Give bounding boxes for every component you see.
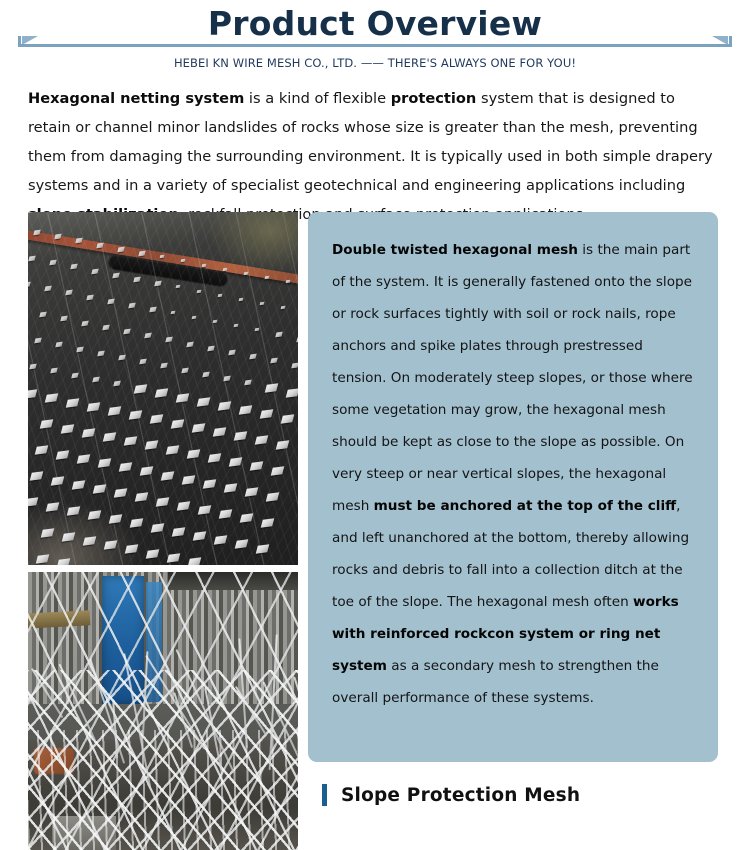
divider-left-triangle-icon: [22, 36, 38, 45]
photo1-spike-plates: [28, 212, 298, 565]
photo-slope-installation: [28, 212, 298, 565]
info-panel: [308, 212, 718, 762]
page-header: [0, 0, 750, 78]
divider-left-cap: [18, 36, 21, 47]
caption-accent-bar: [322, 784, 327, 806]
divider-right-cap: [729, 36, 732, 47]
caption-label: Slope Protection Mesh: [341, 784, 581, 806]
header-divider: [18, 36, 732, 52]
photo-wire-rope-net: [28, 572, 298, 850]
info-panel-text: Double twisted hexagonal mesh is the main part of the system. It is generally fastened onto the slope or rock surfaces tightly with soil or rock nails, rope anchors and spike plates through prestressed tension. On moderately steep slopes, or those where some vegetation may grow, the hexagonal mesh should be kept as close to the slope as possible. On very steep or near vertical slopes, the hexagonal mesh must be anchored at the top of the cliff, and left unanchored at the bottom, thereby allowing rocks and debris to fall into a collection ditch at the toe of the slope. The hexagonal mesh often works with reinforced rockcon system or ring net system as a secondary mesh to strengthen the overall performance of these systems.: [332, 242, 693, 706]
page-title: Product Overview: [207, 4, 543, 43]
company-tagline: HEBEI KN WIRE MESH CO., LTD. —— THERE'S ALWAYS ONE FOR YOU!: [173, 56, 577, 70]
content-area: [0, 212, 750, 850]
intro-paragraph: Hexagonal netting system is a kind of flexible protection system that is designed to retain or channel minor landslides of rocks whose size is greater than the mesh, preventing them from damaging the surrounding environment. It is typically used in both simple drapery systems and in a variety of specialist geotechnical and engineering applications including: [28, 90, 713, 194]
divider-line: [18, 44, 732, 47]
divider-right-triangle-icon: [712, 36, 728, 45]
photo2-net-strands: [28, 730, 298, 850]
section-caption: [322, 784, 580, 806]
